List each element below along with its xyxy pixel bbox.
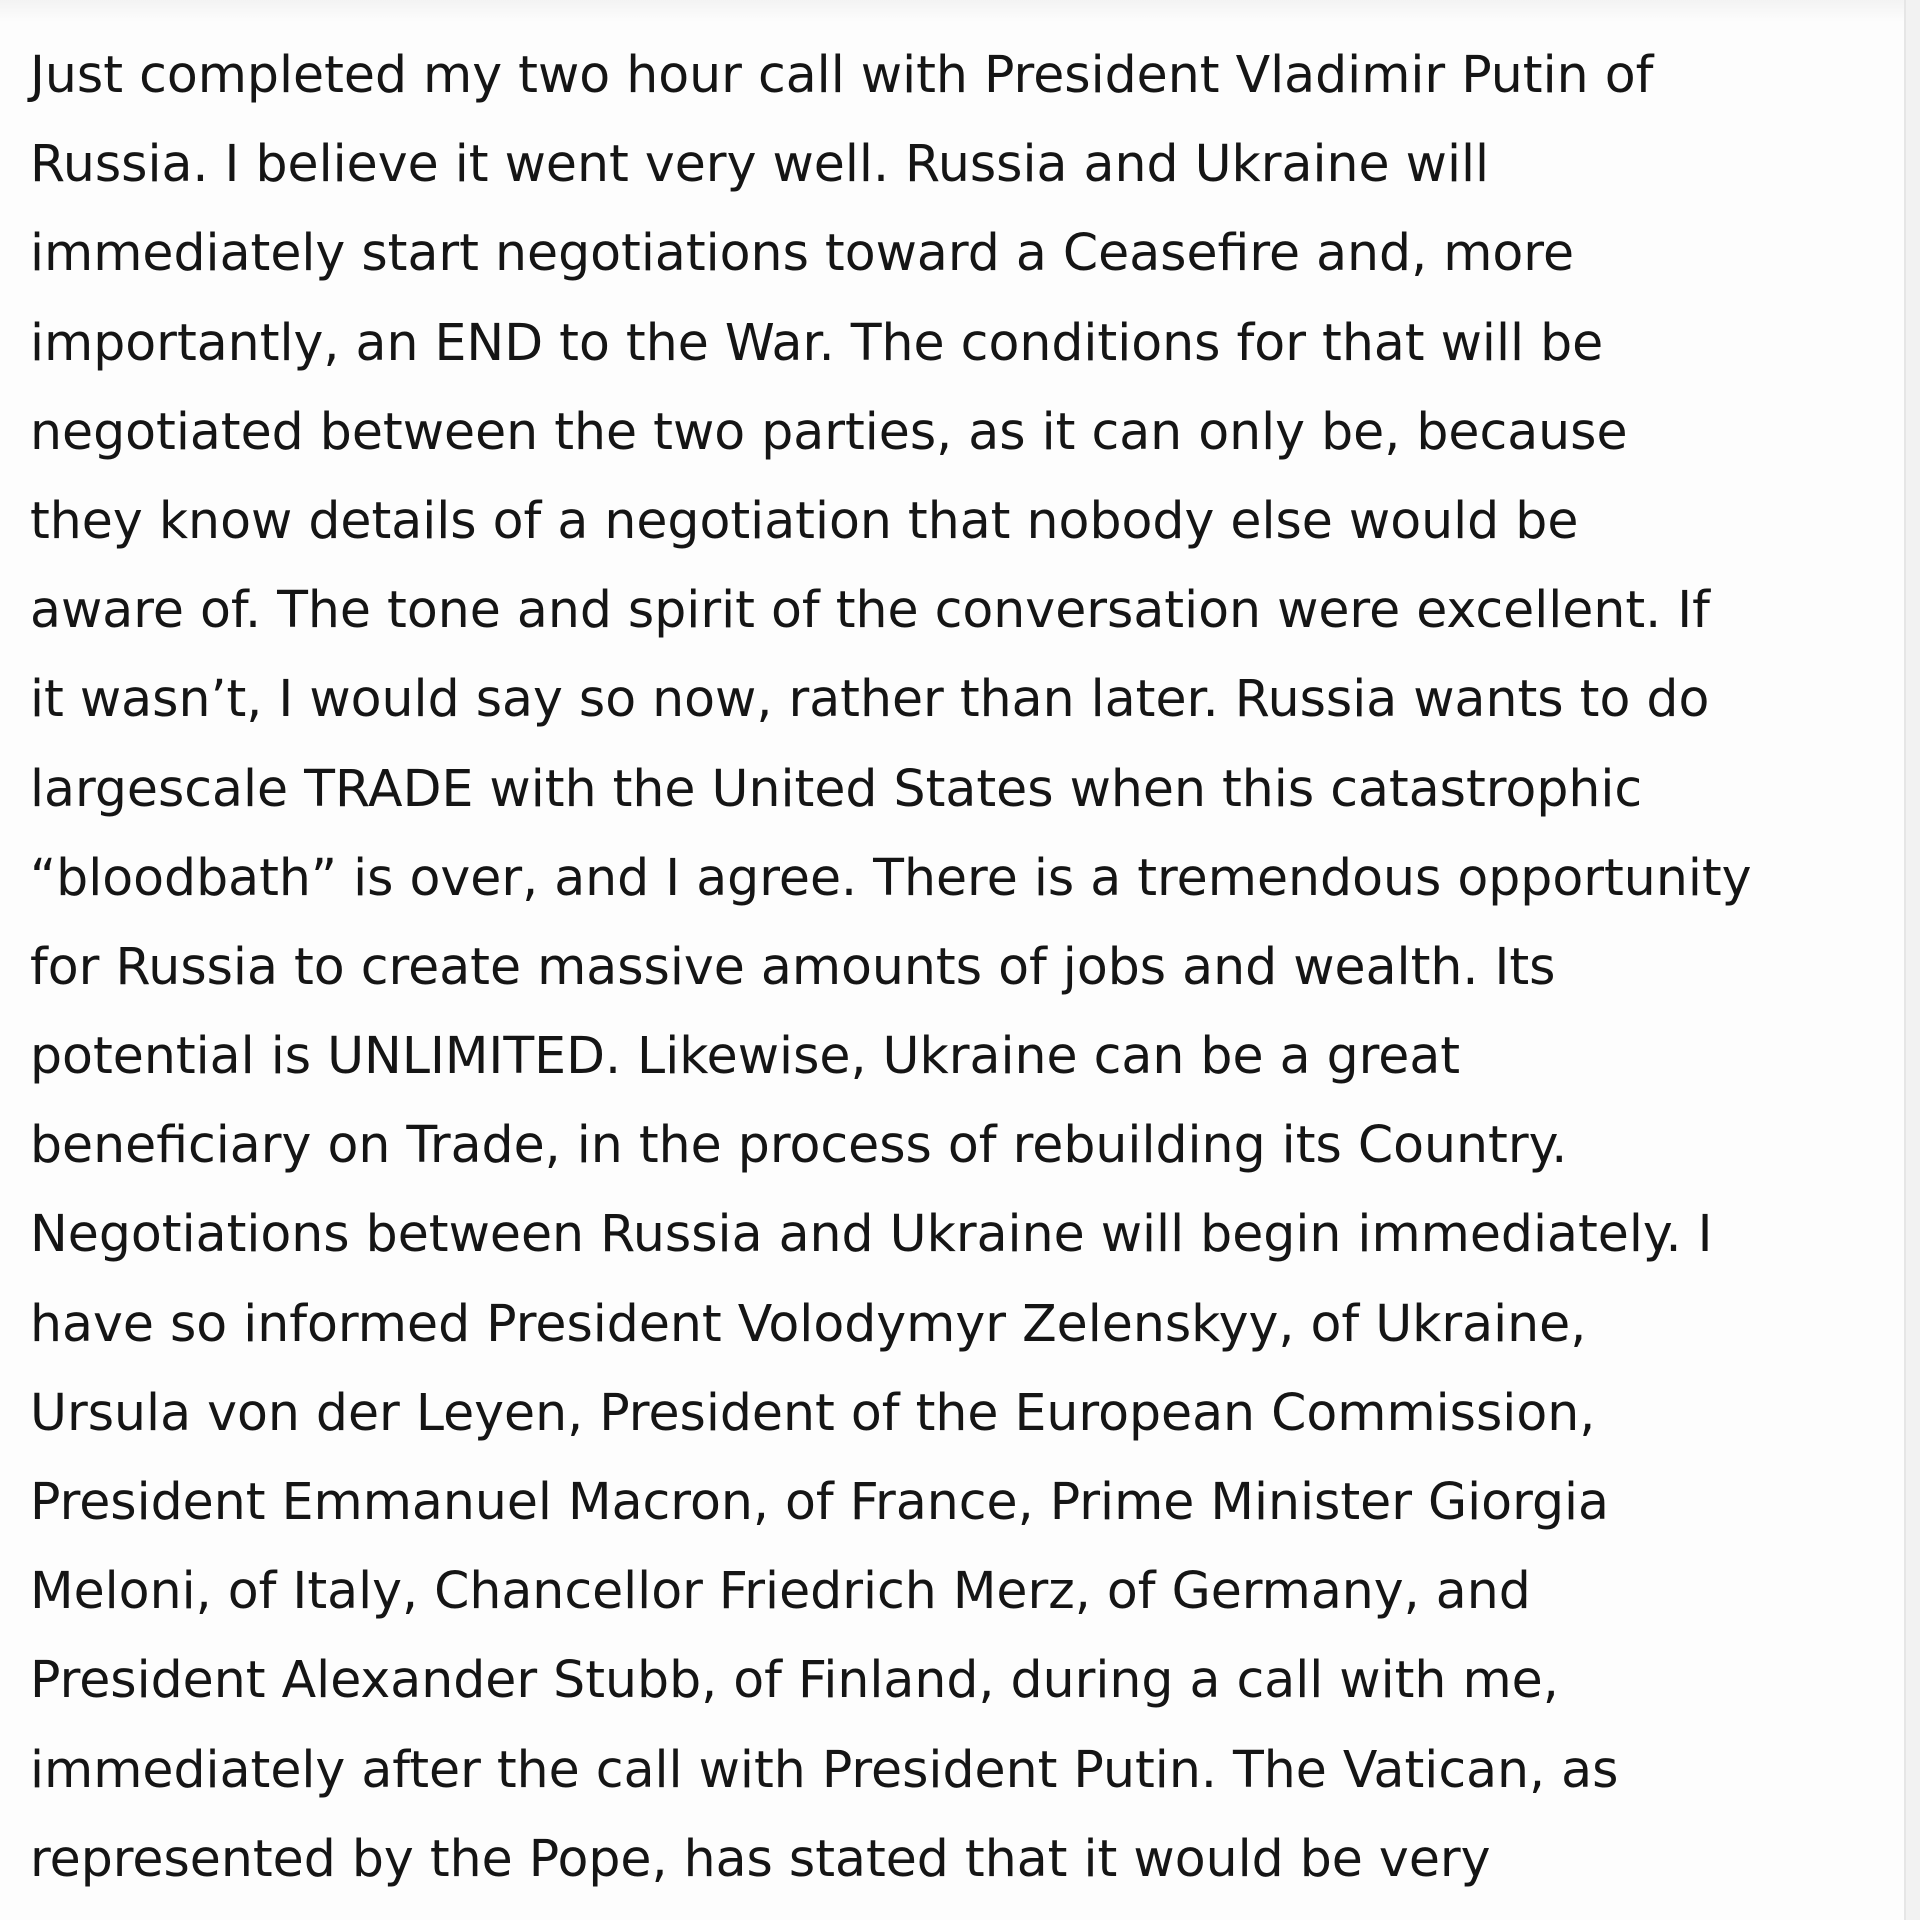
post-line: have so informed President Volodymyr Zelenskyy, of Ukraine,: [30, 1293, 1587, 1353]
post-body: [30, 30, 1752, 1903]
post-line: beneficiary on Trade, in the process of rebuilding its Country.: [30, 1115, 1568, 1175]
post-line: immediately start negotiations toward a Ceasefire and, more: [30, 223, 1575, 283]
post-line: potential is UNLIMITED. Likewise, Ukraine can be a great: [30, 1026, 1461, 1086]
post-line: Just completed my two hour call with President Vladimir Putin of: [30, 45, 1654, 104]
post-line: represented by the Pope, has stated that it would be very: [30, 1828, 1491, 1888]
post-line: Meloni, of Italy, Chancellor Friedrich Merz, of Germany, and: [30, 1561, 1531, 1621]
post-line: Negotiations between Russia and Ukraine will begin immediately. I: [30, 1204, 1713, 1264]
post-line: for Russia to create massive amounts of jobs and wealth. Its: [30, 936, 1556, 996]
post-line: immediately after the call with President Putin. The Vatican, as: [30, 1739, 1619, 1799]
post-line: they know details of a negotiation that nobody else would be: [30, 490, 1579, 550]
post-line: Russia. I believe it went very well. Russia and Ukraine will: [30, 134, 1490, 194]
post-line: largescale TRADE with the United States when this catastrophic: [30, 758, 1643, 818]
scrollbar-track[interactable]: [1904, 0, 1920, 1920]
post-line: Ursula von der Leyen, President of the European Commission,: [30, 1382, 1596, 1442]
post-line: aware of. The tone and spirit of the conversation were excellent. If: [30, 580, 1710, 640]
post-line: negotiated between the two parties, as it can only be, because: [30, 401, 1628, 461]
post-line: importantly, an END to the War. The conditions for that will be: [30, 312, 1604, 372]
top-edge: [0, 0, 1920, 22]
post-line: “bloodbath” is over, and I agree. There is a tremendous opportunity: [30, 847, 1752, 907]
post-line: President Alexander Stubb, of Finland, during a call with me,: [30, 1650, 1559, 1710]
post-line: it wasn’t, I would say so now, rather than later. Russia wants to do: [30, 669, 1710, 729]
post-line: President Emmanuel Macron, of France, Prime Minister Giorgia: [30, 1472, 1609, 1531]
